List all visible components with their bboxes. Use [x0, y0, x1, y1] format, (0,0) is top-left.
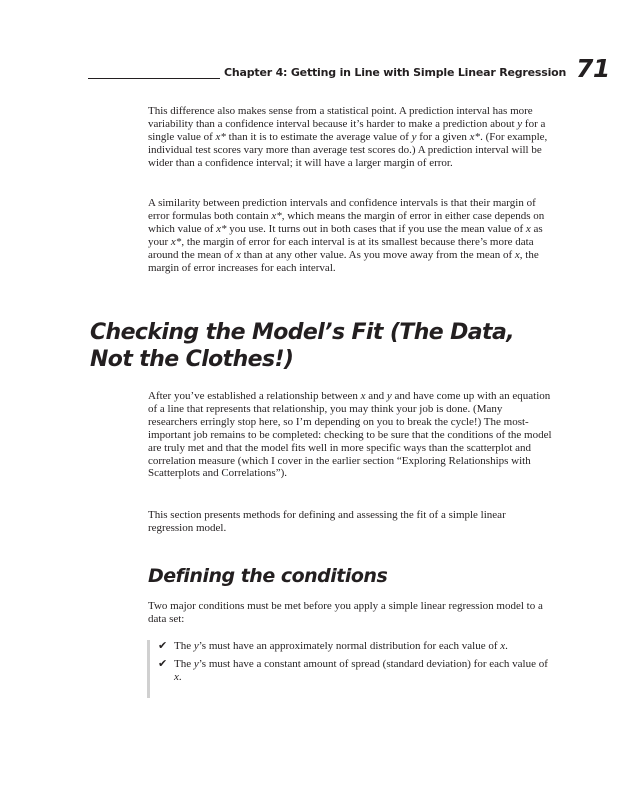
page-number: 71: [576, 54, 610, 83]
subsection-heading: Defining the conditions: [148, 565, 388, 587]
list-item: ✔ The y’s must have a constant amount of spread (standard deviation) for each value of x.: [158, 656, 548, 683]
paragraph-conditions-intro: Two major conditions must be met before you apply a simple linear regression model to a data set:: [148, 600, 543, 625]
checkmark-icon: ✔: [158, 639, 168, 652]
section-heading: [90, 319, 560, 373]
conditions-list: [158, 640, 558, 689]
running-header: [88, 54, 610, 90]
paragraph-similarity: A similarity between prediction intervals and confidence intervals is that their margin of error formulas both contain x*, which means the margin of error in either case depends on which value of x* you use. It turns out in both cases that if you use the mean value of x as your x*, the margin of error for each interval is at its smallest because there’s more data around the mean of x than at any other value. As you move away from the mean of x, the margin of error increases for each interval.: [148, 197, 545, 274]
chapter-title: Chapter 4: Getting in Line with Simple Linear Regression: [224, 66, 567, 79]
section-heading-line1: Checking the Model’s Fit (The Data,: [90, 320, 514, 345]
bullet-sidebar-bar: [147, 640, 150, 698]
checkmark-icon: ✔: [158, 656, 168, 670]
paragraph-section-intro: This section presents methods for defining and assessing the fit of a simple linear regression model.: [148, 509, 506, 534]
paragraph-prediction-interval: This difference also makes sense from a statistical point. A prediction interval has more variability than a confidence interval because it’s harder to make a prediction about y for a single value of x* than it is to estimate the average value of y for a given x*. (For example, individual test scores vary more than average test scores do.) A prediction interval will be wider than a confidence interval; it will have a larger margin of error.: [148, 105, 548, 169]
section-heading-line2: Not the Clothes!): [90, 347, 294, 372]
list-item: ✔ The y’s must have an approximately normal distribution for each value of x.: [158, 639, 508, 652]
header-rule: [88, 78, 220, 79]
paragraph-model-fit: After you’ve established a relationship between x and y and have come up with an equation of a line that represents that relationship, you may think your job is done. (Many researchers erringly stop here, so I’m depending on you to break the cycle!) The most-important job remains to be completed: checking to be sure that the conditions of the model are truly met and that the model fits well in more specific ways than the scatterplot and correlation measure (which I cover in the earlier section “Exploring Relationships with Scatterplots and Correlations”).: [148, 390, 552, 480]
